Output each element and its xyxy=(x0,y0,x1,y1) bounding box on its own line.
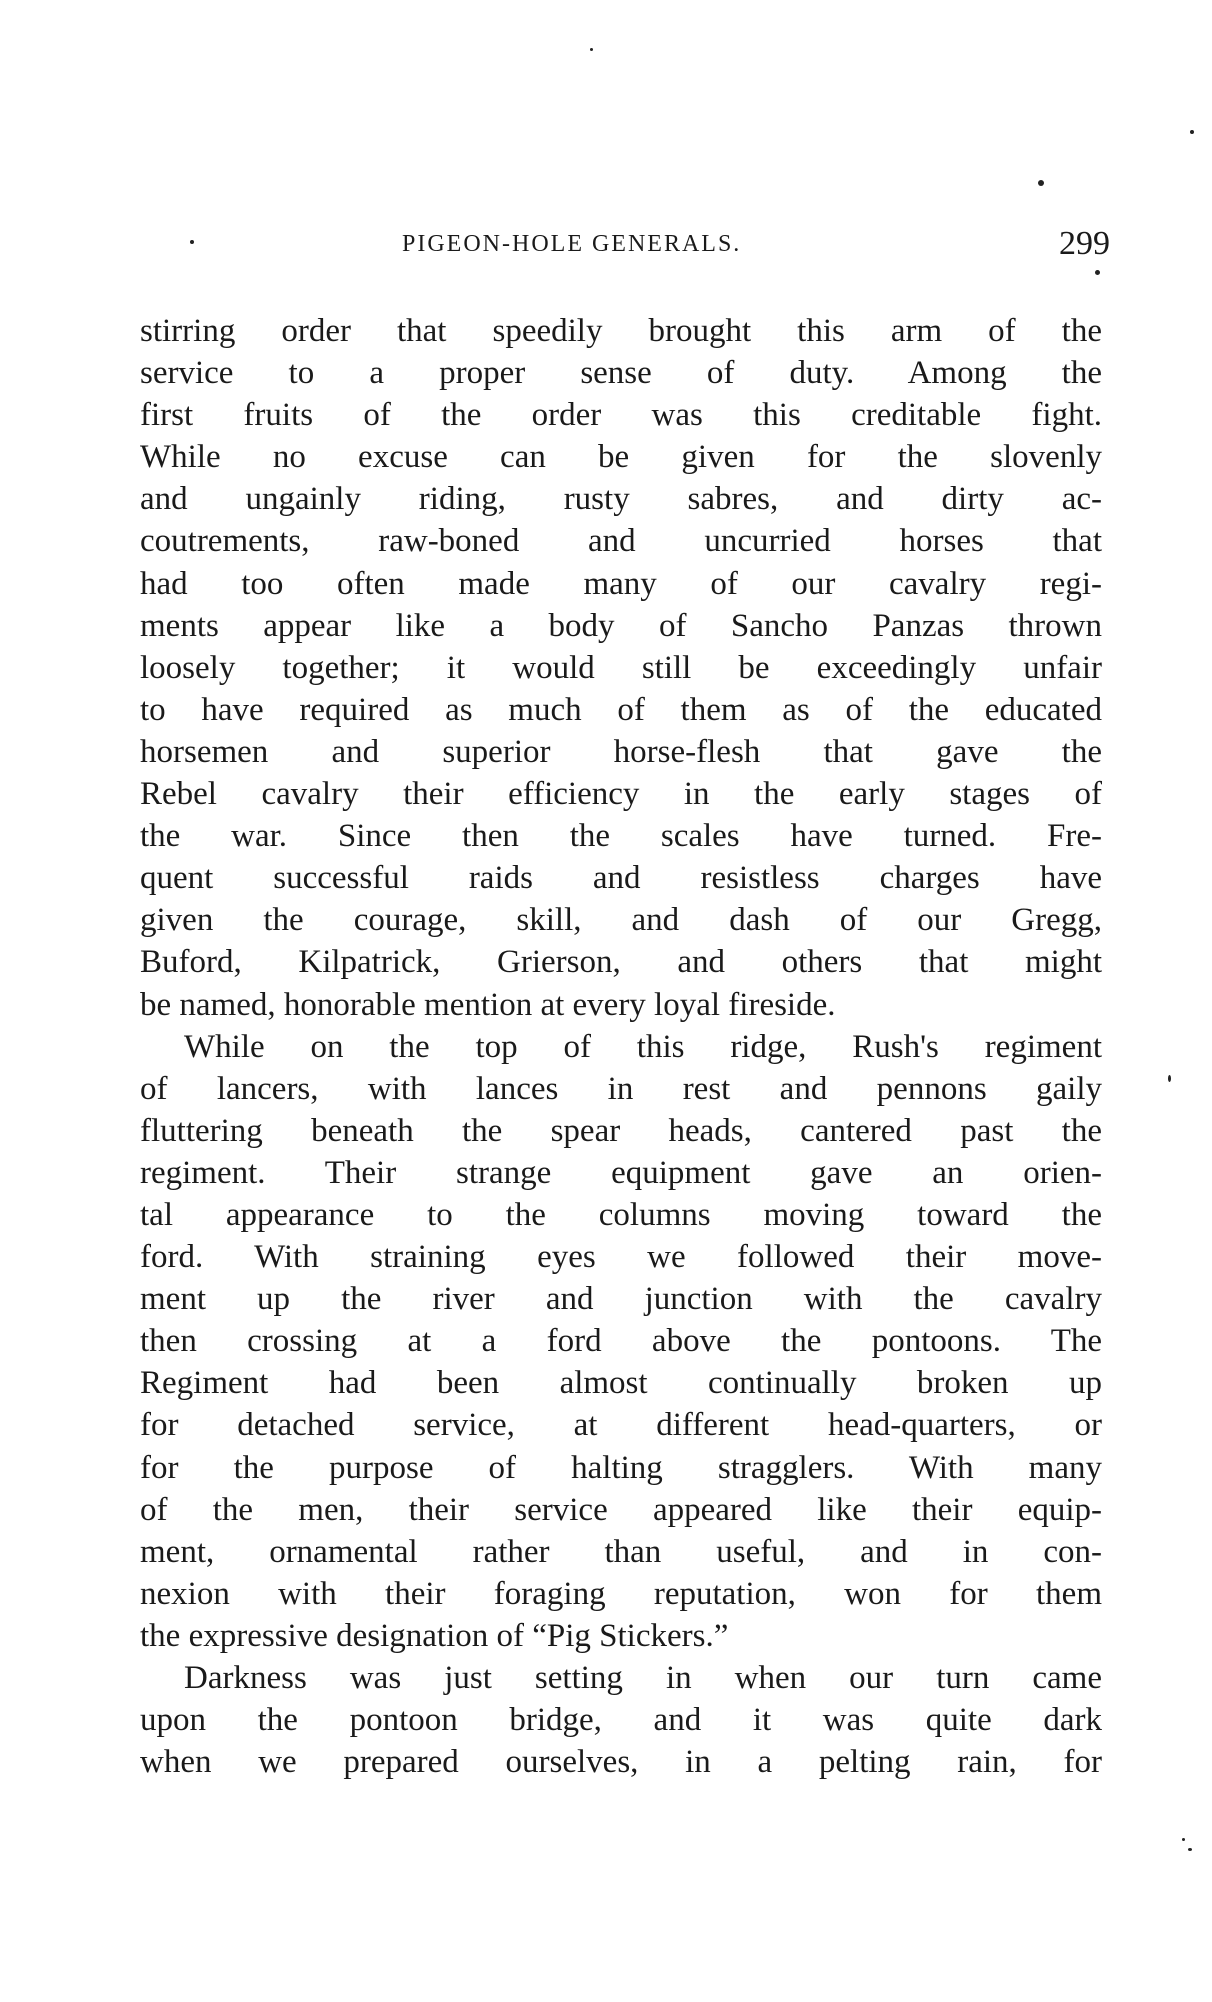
text-line: given the courage, skill, and dash of our Gregg, xyxy=(140,902,1102,939)
body-text xyxy=(140,310,1102,1783)
text-line: While no excuse can be given for the slovenly xyxy=(140,439,1102,476)
text-line: of lancers, with lances in rest and pennons gaily xyxy=(140,1070,1102,1107)
text-line: Regiment had been almost continually broken up xyxy=(140,1365,1102,1402)
text-line: Rebel cavalry their efficiency in the early stages of xyxy=(140,776,1102,813)
scan-speck xyxy=(1188,1848,1192,1851)
scan-speck xyxy=(1168,1075,1171,1082)
text-line: ments appear like a body of Sancho Panzas thrown xyxy=(140,607,1102,644)
scan-speck xyxy=(1095,270,1100,275)
text-line: nexion with their foraging reputation, won for them xyxy=(140,1575,1102,1612)
text-line: coutrements, raw-boned and uncurried horses that xyxy=(140,523,1102,560)
running-head: PIGEON-HOLE GENERALS. xyxy=(402,231,742,257)
text-line: to have required as much of them as of the educated xyxy=(140,691,1102,728)
text-line: Darkness was just setting in when our turn came xyxy=(184,1660,1102,1696)
text-line: the war. Since then the scales have turned. Fre- xyxy=(140,818,1102,855)
text-line: loosely together; it would still be exceedingly unfair xyxy=(140,649,1102,686)
text-line: then crossing at a ford above the pontoons. The xyxy=(140,1323,1102,1360)
text-line: regiment. Their strange equipment gave an orien- xyxy=(140,1154,1102,1191)
text-line: tal appearance to the columns moving toward the xyxy=(140,1196,1102,1233)
text-line: quent successful raids and resistless charges have xyxy=(140,860,1102,897)
scan-speck xyxy=(590,48,593,51)
text-line: when we prepared ourselves, in a pelting rain, for xyxy=(140,1744,1102,1781)
text-line: horsemen and superior horse-flesh that gave the xyxy=(140,733,1102,770)
page-header xyxy=(140,224,1110,264)
text-line: While on the top of this ridge, Rush's regiment xyxy=(184,1028,1102,1065)
scan-speck xyxy=(1190,130,1194,134)
text-line: stirring order that speedily brought this arm of the xyxy=(140,313,1102,349)
scan-speck xyxy=(1038,180,1044,186)
text-line: the expressive designation of “Pig Stickers.” xyxy=(140,1617,729,1654)
text-line: ford. With straining eyes we followed their move- xyxy=(140,1239,1102,1276)
text-line: of the men, their service appeared like their equip- xyxy=(140,1491,1102,1528)
text-line: first fruits of the order was this creditable fight. xyxy=(140,397,1102,434)
page-number: 299 xyxy=(1059,225,1110,262)
text-line: service to a proper sense of duty. Among the xyxy=(140,355,1102,392)
scan-speck xyxy=(190,240,194,244)
scan-speck xyxy=(1182,1838,1185,1841)
text-line: and ungainly riding, rusty sabres, and dirty ac- xyxy=(140,481,1102,518)
text-line: Buford, Kilpatrick, Grierson, and others that might xyxy=(140,944,1102,981)
text-line: for the purpose of halting stragglers. With many xyxy=(140,1449,1102,1486)
text-line: fluttering beneath the spear heads, cantered past the xyxy=(140,1112,1102,1149)
text-line: had too often made many of our cavalry regi- xyxy=(140,565,1102,602)
text-line: upon the pontoon bridge, and it was quite dark xyxy=(140,1702,1102,1739)
text-line: for detached service, at different head-quarters, or xyxy=(140,1407,1102,1444)
text-line: ment, ornamental rather than useful, and in con- xyxy=(140,1533,1102,1570)
text-line: ment up the river and junction with the cavalry xyxy=(140,1281,1102,1318)
text-line: be named, honorable mention at every loyal fireside. xyxy=(140,986,836,1023)
